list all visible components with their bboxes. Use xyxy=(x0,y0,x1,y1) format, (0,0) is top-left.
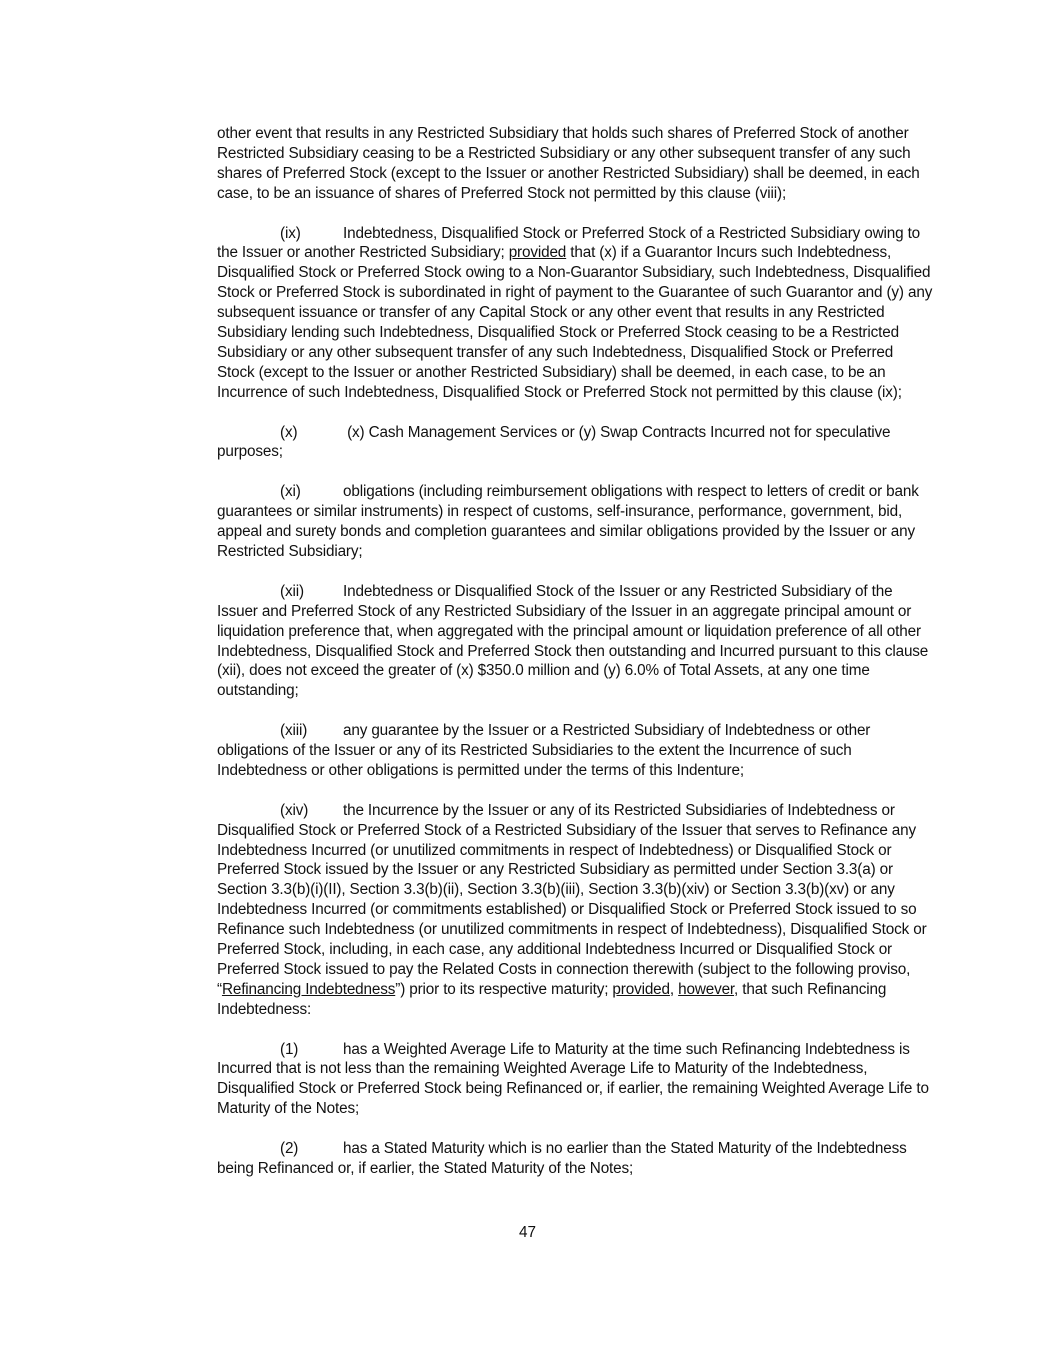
clause-number: (1) xyxy=(280,1040,299,1058)
clause-number: (x) xyxy=(280,423,298,441)
clause-text: any guarantee by the Issuer or a Restricted Subsidiary of Indebtedness or other obligations of the Issuer or any of its Restricted Subsidiaries to the extent the Incurrence of such Indebtedness or other obligations is permitted under the terms of this Indenture; xyxy=(217,722,871,779)
page-number: 47 xyxy=(518,1224,536,1241)
subclause-2 xyxy=(217,1139,933,1179)
underlined-term-provided: provided xyxy=(508,244,567,262)
clause-xiii xyxy=(217,721,933,781)
underlined-term-refinancing-indebtedness: Refinancing Indebtedness xyxy=(221,980,396,998)
paragraph-text: other event that results in any Restricted Subsidiary that holds such shares of Preferred Stock of another Restricted Subsidiary ceasing to be a Restricted Subsidiary or any other subsequent transfer of any such shares of Preferred Stock (except to the Issuer or another Restricted Subsidiary) shall be deemed, in each case, to be an issuance of shares of Preferred Stock not permitted by this clause (viii); xyxy=(217,125,920,202)
clause-number: (ix) xyxy=(280,224,301,242)
clause-xiv xyxy=(217,801,933,1020)
clause-text: has a Stated Maturity which is no earlier than the Stated Maturity of the Indebtedness being Refinanced or, if earlier, the Stated Maturity of the Notes; xyxy=(217,1140,907,1177)
clause-text: ”) prior to its respective maturity; xyxy=(395,980,613,998)
clause-text: Indebtedness, Disqualified Stock or Preferred Stock of a Restricted Subsidiary owing to the Issuer or another Restricted Subsidiary; xyxy=(217,224,921,262)
clause-number: (xiv) xyxy=(280,801,309,819)
clause-xi xyxy=(217,482,933,562)
document-body xyxy=(217,124,933,1199)
clause-text: Indebtedness or Disqualified Stock of the Issuer or any Restricted Subsidiary of the Issuer and Preferred Stock of any Restricted Subsidiary of the Issuer in an aggregate principal amount or liquidation preference that, when aggregated with the principal amount or liquidation preference of all other Indebtedness, Disqualified Stock and Preferred Stock then outstanding and Incurred pursuant to this clause (xii), does not exceed the greater of (x) $350.0 million and (y) 6.0% of Total Assets, at any one time outstanding; xyxy=(217,582,929,700)
clause-text: , xyxy=(669,980,679,998)
clause-text: (x) Cash Management Services or (y) Swap Contracts Incurred not for speculative purposes; xyxy=(217,423,891,461)
clause-ix xyxy=(217,224,933,403)
clause-number: (xii) xyxy=(280,582,304,600)
underlined-term-provided: provided xyxy=(612,980,670,998)
clause-xii xyxy=(217,582,933,701)
clause-number: (xi) xyxy=(280,483,301,501)
paragraph-viii-continuation xyxy=(217,124,933,204)
clause-number: (xiii) xyxy=(280,722,308,740)
clause-text: the Incurrence by the Issuer or any of its Restricted Subsidiaries of Indebtedness or Disqualified Stock or Preferred Stock of a Restricted Subsidiary of the Issuer that serves to Refinance any Indebtedness Incurred (or unutilized commitments in respect of Indebtedness) or Disqualified Stock or Preferred Stock issued by the Issuer or any Restricted Subsidiary as permitted under Section 3.3(a) or Section 3.3(b)(i)(II), Section 3.3(b)(ii), Section 3.3(b)(iii), Section 3.3(b)(xiv) or Section 3.3(b)(xv) or any Indebtedness Incurred (or commitments established) or Disqualified Stock or Preferred Stock issued to so Refinance such Indebtedness (or unutilized commitments in respect of Indebtedness), Disqualified Stock or Preferred Stock, including, in each case, any additional Indebtedness Incurred or Disqualified Stock or Preferred Stock issued to pay the Related Costs in connection therewith (subject to the following proviso, “ xyxy=(217,801,927,998)
underlined-term-however: however xyxy=(678,980,735,998)
clause-text: has a Weighted Average Life to Maturity at the time such Refinancing Indebtedness is Incurred that is not less than the remaining Weighted Average Life to Maturity of the Indebtedness, Disqualified Stock or Preferred Stock being Refinanced or, if earlier, the remaining Weighted Average Life to Maturity of the Notes; xyxy=(217,1040,929,1118)
clause-x xyxy=(217,423,933,463)
clause-text: obligations (including reimbursement obligations with respect to letters of credit or bank guarantees or similar instruments) in respect of customs, self-insurance, performance, government, bid, appeal and surety bonds and completion guarantees and similar obligations provided by the Issuer or any Restricted Subsidiary; xyxy=(217,483,919,560)
clause-text: , that such Refinancing Indebtedness: xyxy=(217,980,887,1018)
clause-text: that (x) if a Guarantor Incurs such Indebtedness, Disqualified Stock or Preferred Stock owing to a Non-Guarantor Subsidiary, such Indebtedness, Disqualified Stock or Preferred Stock is subordinated in right of payment to the Guarantee of such Guarantor and (y) any subsequent issuance or transfer of any Capital Stock or any other event that results in any Restricted Subsidiary lending such Indebtedness, Disqualified Stock or Preferred Stock ceasing to be a Restricted Subsidiary or any other subsequent transfer of any such Indebtedness, Disqualified Stock or Preferred Stock (except to the Issuer or another Restricted Subsidiary) shall be deemed, in each case, to be an Incurrence of such Indebtedness, Disqualified Stock or Preferred Stock not permitted by this clause (ix); xyxy=(217,244,933,401)
subclause-1 xyxy=(217,1040,933,1120)
clause-number: (2) xyxy=(280,1140,299,1158)
